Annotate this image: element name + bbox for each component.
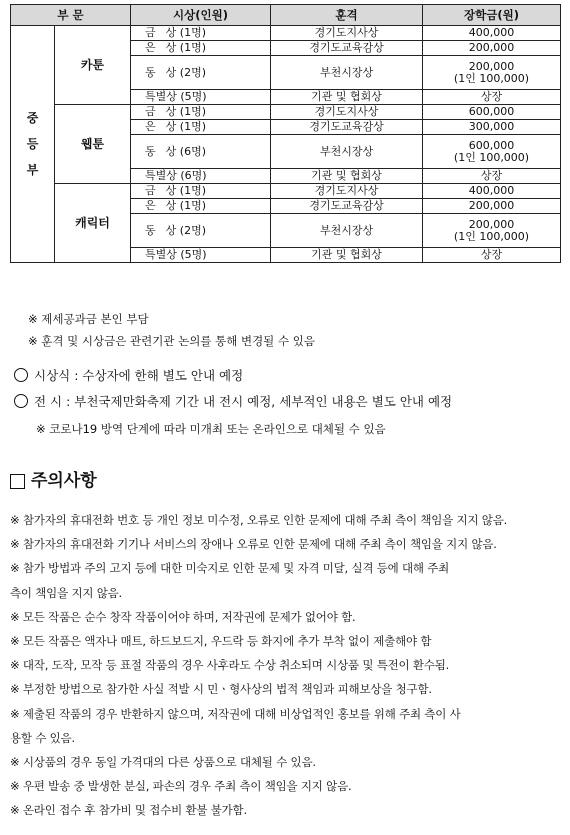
honor-cell: 경기도지사상 [271,184,423,199]
award-grade-cell [131,105,271,120]
honor-cell: 부천시장상 [271,214,423,248]
award-grade-name: 특별상 (5명) [145,90,207,103]
prize-cell [423,105,561,120]
caution-item: ※ 대작, 도작, 모작 등 표절 작품의 경우 사후라도 수상 취소되며 시상품 및 특전이 환수됨. [10,658,450,673]
caution-item: 용할 수 있음. [10,730,75,745]
caution-item: ※ 모든 작품은 순수 창작 작품이어야 하며, 저작권에 문제가 없어야 함. [10,609,356,624]
award-grade-name: 은 [145,199,156,212]
division-cell [11,26,55,263]
prize-cell [423,90,561,105]
award-grade-cell [131,120,271,135]
header-honor: 훈격 [271,5,423,26]
change-note: ※ 훈격 및 시상금은 관련기관 논의를 통해 변경될 수 있음 [28,334,315,348]
honor-cell: 기관 및 협회상 [271,169,423,184]
prize-amount: 600,000 [468,105,515,118]
award-grade-name: 은 [145,120,156,133]
caution-item: ※ 모든 작품은 액자나 매트, 하드보드지, 우드락 등 화지에 추가 부착 없이 제출해야 함 [10,634,432,649]
exhibition-text: 전 시 : 부천국제만화축제 기간 내 전시 예정, 세부적인 내용은 별도 안내 예정 [34,394,453,409]
caution-item: ※ 우편 발송 중 발생한 분실, 파손의 경우 주최 측이 책임을 지지 않음. [10,779,352,794]
prize-cell [423,56,561,90]
award-grade-count: 상 (2명) [165,65,206,79]
table-header-row [11,5,561,26]
prize-amount: 200,000 [468,217,515,231]
award-grade-name: 은 [145,41,156,54]
prize-cell [423,26,561,41]
caution-title: 주의사항 [31,471,97,491]
prize-amount: 상장 [480,169,503,182]
prize-amount: 상장 [480,90,503,103]
caution-list [10,508,565,823]
caution-heading [10,470,97,492]
award-grade-cell [131,248,271,263]
award-grade-name: 동 [145,223,156,237]
award-grade-count: 상 (6명) [165,144,206,158]
header-award: 시상(인원) [131,5,271,26]
prize-cell [423,184,561,199]
prize-amount: 상장 [480,248,503,261]
award-grade-count: 상 (1명) [165,41,206,54]
prize-per-person: (1인 100,000) [453,229,530,243]
caution-item: ※ 참가 방법과 주의 고지 등에 대한 미숙지로 인한 문제 및 자격 미달, 실격 등에 대해 주최 [10,561,450,576]
prize-cell [423,214,561,248]
caution-item: ※ 참가자의 휴대전화 번호 등 개인 정보 미수정, 오류로 인한 문제에 대해 주최 측이 책임을 지지 않음. [10,513,508,527]
honor-cell: 경기도교육감상 [271,199,423,214]
caution-item: ※ 참가자의 휴대전화 기기나 서비스의 장애나 오류로 인한 문제에 대해 주최 측이 책임을 지지 않음. [10,537,497,552]
division-char: 등 [26,137,39,151]
ceremony-text: 시상식 : 수상자에 한해 별도 안내 예정 [34,368,244,383]
prize-cell [423,120,561,135]
tax-note: ※ 제세공과금 본인 부담 [28,312,149,326]
honor-cell: 경기도교육감상 [271,120,423,135]
prize-cell [423,41,561,56]
award-grade-cell [131,56,271,90]
award-grade-name: 특별상 (6명) [145,169,207,182]
caution-item: ※ 시상품의 경우 동일 가격대의 다른 상품으로 대체될 수 있음. [10,755,316,770]
prize-amount: 300,000 [468,120,515,133]
prize-cell [423,169,561,184]
award-grade-cell [131,214,271,248]
award-grade-name: 동 [145,65,156,79]
prize-cell [423,135,561,169]
honor-cell: 경기도교육감상 [271,41,423,56]
prize-amount: 400,000 [468,26,515,39]
award-grade-cell [131,90,271,105]
award-grade-cell [131,135,271,169]
award-grade-cell [131,199,271,214]
award-grade-count: 상 (1명) [165,199,206,212]
ceremony-item [14,368,243,384]
award-grade-name: 특별상 (5명) [145,248,207,261]
exhibition-item [14,394,452,410]
honor-cell: 부천시장상 [271,135,423,169]
award-grade-count: 상 (1명) [165,105,206,118]
award-grade-name: 금 [145,184,156,197]
caution-item: 측이 책임을 지지 않음. [10,585,123,600]
prize-cell [423,199,561,214]
category-cell: 웹툰 [55,105,131,184]
award-table [10,4,561,263]
prize-amount: 600,000 [468,138,515,152]
category-cell: 카툰 [55,26,131,105]
award-grade-name: 금 [145,105,156,118]
prize-amount: 400,000 [468,184,515,197]
table-row [11,105,561,120]
prize-per-person: (1인 100,000) [453,71,530,85]
circle-bullet-icon [14,394,28,408]
prize-per-person: (1인 100,000) [453,150,530,164]
covid-note: ※ 코로나19 방역 단계에 따라 미개최 또는 온라인으로 대체될 수 있음 [36,422,386,436]
honor-cell: 경기도지사상 [271,26,423,41]
honor-cell: 기관 및 협회상 [271,90,423,105]
category-cell: 캐릭터 [55,184,131,263]
award-grade-count: 상 (1명) [165,184,206,197]
division-char: 부 [26,163,39,177]
prize-amount: 200,000 [468,199,515,212]
circle-bullet-icon [14,368,28,382]
prize-cell [423,248,561,263]
table-row [11,184,561,199]
award-table-body [11,26,561,263]
honor-cell: 기관 및 협회상 [271,248,423,263]
award-grade-count: 상 (2명) [165,223,206,237]
honor-cell: 부천시장상 [271,56,423,90]
award-grade-cell [131,26,271,41]
header-prize: 장학금(원) [423,5,561,26]
award-grade-cell [131,41,271,56]
header-division: 부 문 [11,5,131,26]
honor-cell: 경기도지사상 [271,105,423,120]
award-grade-count: 상 (1명) [165,26,206,39]
square-box-icon [10,474,25,489]
table-row [11,26,561,41]
award-grade-cell [131,184,271,199]
award-grade-cell [131,169,271,184]
award-grade-name: 동 [145,144,156,158]
prize-amount: 200,000 [468,59,515,73]
division-char: 중 [26,111,39,125]
caution-item: ※ 제출된 작품의 경우 반환하지 않으며, 저작권에 대해 비상업적인 홍보를 위해 주최 측이 사 [10,706,461,721]
award-grade-count: 상 (1명) [165,120,206,133]
caution-item: ※ 온라인 접수 후 참가비 및 접수비 환불 불가함. [10,803,247,818]
prize-amount: 200,000 [468,41,515,54]
award-grade-name: 금 [145,26,156,39]
caution-item: ※ 부정한 방법으로 참가한 사실 적발 시 민ㆍ형사상의 법적 책임과 피해보상을 청구함. [10,682,432,697]
